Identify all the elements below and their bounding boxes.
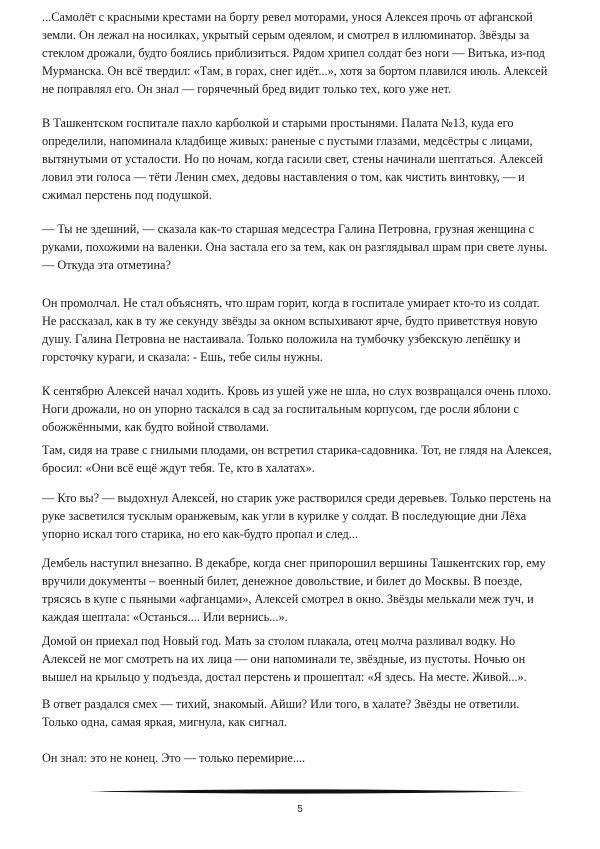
text-line: ...Самолёт с красными крестами на борту ревел моторами, унося Алексея прочь от афганской: [42, 10, 533, 24]
text-line: К сентябрю Алексей начал ходить. Кровь из ушей уже не шла, но слух возвращался очень плохо.: [42, 384, 552, 398]
text-line: обожжёнными, как будто войной стволами.: [42, 420, 270, 435]
text-line: вытянутыми от усталости. Но по ночам, когда гасили свет, стены начинали шептаться. Алексей: [42, 152, 543, 167]
paragraph-9: [42, 632, 564, 686]
text-line: стеклом дрожали, будто боялись приблизиться. Рядом хрипел солдат без ноги — Витька, из-под: [42, 46, 545, 61]
paragraph-2: [42, 114, 564, 204]
decorative-divider: [88, 789, 524, 794]
text-line: не поправлял его. Он знал — горячечный бред видит только тех, кого уже нет.: [42, 82, 452, 97]
text-line: горсточку кураги, и сказала: - Ешь, тебе силы нужны.: [42, 350, 323, 365]
paragraph-11: [42, 749, 564, 767]
text-line: В Ташкентском госпитале пахло карболкой и старыми простынями. Палата №13, куда его: [42, 116, 514, 130]
page-number: 5: [297, 804, 303, 815]
paragraph-8: [42, 554, 564, 626]
paragraph-4: [42, 294, 564, 366]
text-line: руками, похожими на валенки. Она застала его за тем, как он разглядывал шрам при свете луны.: [42, 240, 548, 255]
text-line: каждая шептала: «Останься.... Или вернись...».: [42, 610, 288, 625]
text-line: руке засветился тусклым оранжевым, как угли в курилке у солдат. В последующие дни Лёха: [42, 509, 527, 524]
paragraph-1: [42, 8, 564, 98]
text-line: — Кто вы? — выдохнул Алексей, но старик уже растворился среди деревьев. Только перстень на: [42, 491, 552, 505]
paragraph-10: [42, 695, 564, 731]
paragraph-7: [42, 489, 564, 543]
text-line: — Откуда эта отметина?: [42, 258, 171, 273]
text-line: вышел на крыльцо у подъезда, достал перстень и прошептал: «Я здесь. На месте. Живой...».: [42, 670, 527, 685]
text-line: Дембель наступил внезапно. В декабре, когда снег припорошил вершины Ташкентских гор, ему: [42, 556, 546, 570]
text-line: В ответ раздался смех — тихий, знакомый. Айши? Или того, в халате? Звёзды не ответили.: [42, 697, 520, 711]
text-line: трясясь в купе с пьяными «афганцами», Алексей смотрел в окно. Звёзды мелькали меж туч, и: [42, 592, 534, 607]
text-line: Он промолчал. Не стал объяснять, что шрам горит, когда в госпитале умирает кто-то из солдат.: [42, 296, 540, 310]
text-line: бросил: «Они всё ещё ждут тебя. Те, кто в халатах».: [42, 461, 315, 476]
text-line: Только одна, самая яркая, мигнула, как сигнал.: [42, 715, 288, 730]
text-line: Не рассказал, как в ту же секунду звёзды за окном вспыхивают ярче, будто приветствуя новую: [42, 314, 538, 329]
text-line: вручили документы – военный билет, денежное довольствие, и билет до Москвы. В поезде,: [42, 574, 523, 589]
text-line: ловил эти голоса — тёти Ленин смех, дедовы наставления о том, как чистить винтовку, — и: [42, 170, 525, 185]
paragraph-3: [42, 220, 564, 274]
text-line: Домой он приехал под Новый год. Мать за столом плакала, отец молча разливал водку. Но: [42, 634, 516, 648]
text-line: определили, напоминала кладбище живых: раненые с пустыми глазами, медсёстры с лицами,: [42, 134, 533, 149]
text-line: земли. Он лежал на носилках, укрытый серым одеялом, и смотрел в иллюминатор. Звёзды за: [42, 28, 530, 43]
text-line: Алексей не мог смотреть на их лица — они напоминали те, звёздные, из пустоты. Ночью он: [42, 652, 526, 667]
text-line: сжимал перстень под подушкой.: [42, 188, 212, 203]
paragraph-6: [42, 441, 564, 477]
text-line: Мурманска. Он всё твердил: «Там, в горах, снег идёт...», хотя за бортом плавился июль. Алексей: [42, 64, 548, 79]
text-line: Ноги дрожали, но он упорно таскался в сад за госпитальным корпусом, где росли яблони с: [42, 402, 519, 417]
text-line: Он знал: это не конец. Это — только перемирие....: [42, 751, 306, 765]
text-line: упорно искал того старика, но его как-будто пропал и след...: [42, 527, 358, 542]
text-line: — Ты не здешний, — сказала как-то старшая медсестра Галина Петровна, грузная женщина с: [42, 222, 535, 236]
text-line: Там, сидя на траве с гнилыми плодами, он встретил старика-садовника. Тот, не глядя на Алексея,: [42, 443, 552, 457]
text-line: душу. Галина Петровна не настаивала. Только положила на тумбочку узбекскую лепёшку и: [42, 332, 521, 347]
paragraph-5: [42, 382, 564, 436]
